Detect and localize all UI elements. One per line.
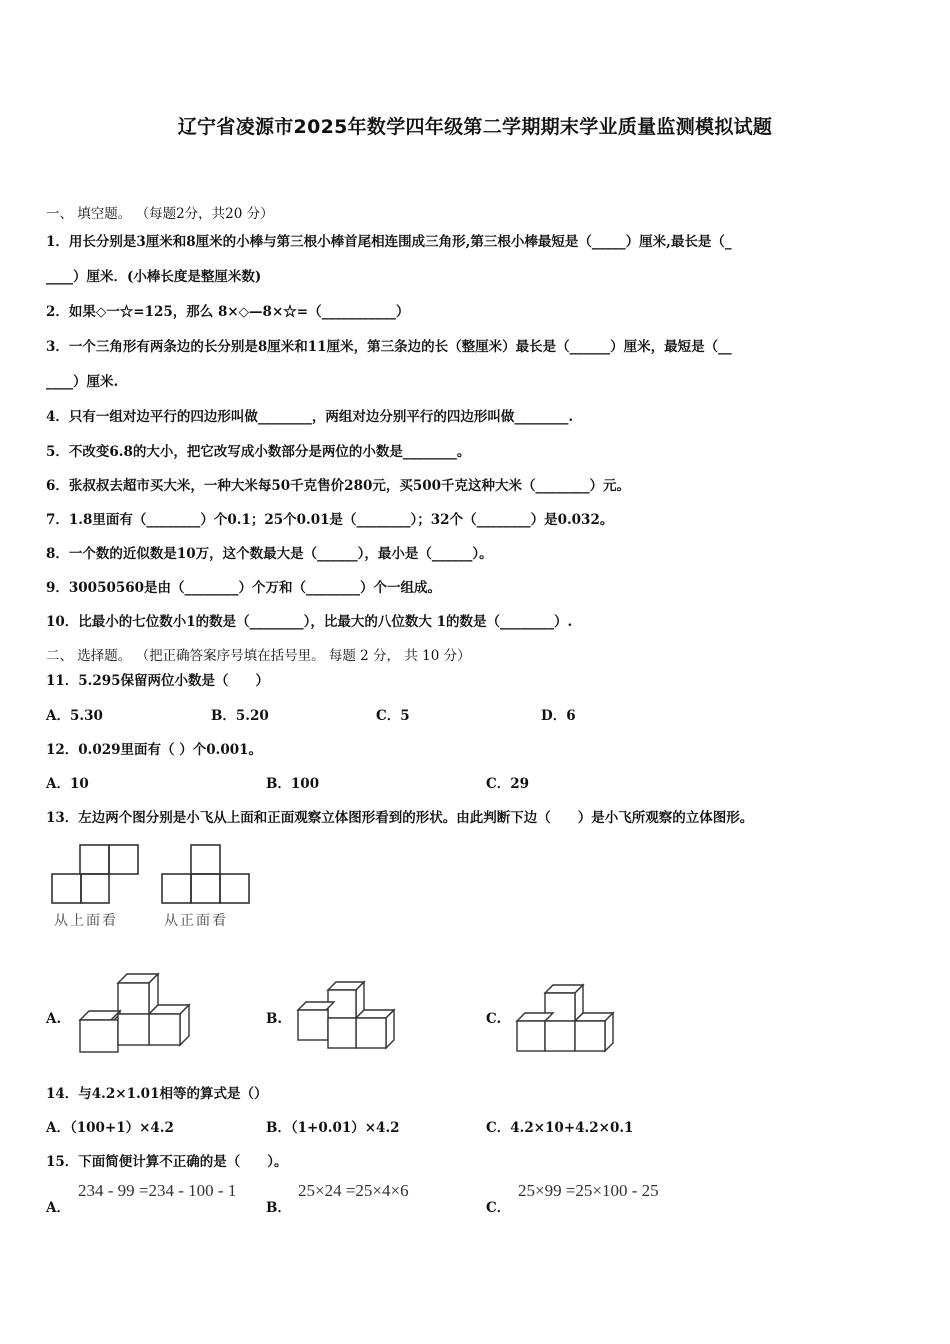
- q12-option-b: B．100: [266, 776, 320, 792]
- question-3-line-2: ____）厘米.: [46, 374, 119, 390]
- q15-option-c: C．: [486, 1200, 511, 1216]
- q13-solid-a: [76, 970, 191, 1055]
- question-11: 11．5.295保留两位小数是（ ）: [46, 673, 270, 689]
- q13-option-b: B.: [266, 1011, 283, 1027]
- front-view-caption: 从正面看: [164, 913, 228, 929]
- q14-option-b: B．（1+0.01）×4.2: [266, 1120, 400, 1136]
- q13-solid-b: [296, 978, 400, 1052]
- question-13: 13．左边两个图分别是小飞从上面和正面观察立体图形看到的形状。由此判断下边（ ）是小飞所观察的立体图形。: [46, 810, 754, 826]
- question-1-line-1: 1．用长分别是3厘米和8厘米的小棒与第三根小棒首尾相连围成三角形,第三根小棒最短是（_____）厘米,最长是（_: [46, 234, 732, 250]
- q15-formula-c: 25×99 =25×100 - 25: [518, 1181, 659, 1200]
- q13-solid-c: [515, 981, 619, 1055]
- q11-option-d: D．6: [541, 708, 576, 724]
- question-8: 8．一个数的近似数是10万，这个数最大是（______），最小是（______）。: [46, 546, 493, 562]
- question-15: 15．下面简便计算不正确的是（ ）。: [46, 1154, 288, 1170]
- question-4: 4．只有一组对边平行的四边形叫做________，两组对边分别平行的四边形叫做________.: [46, 409, 574, 425]
- q13-option-c: C.: [486, 1011, 502, 1027]
- top-view-figure: [50, 843, 142, 907]
- front-view-figure: [160, 843, 252, 907]
- q15-option-a: A．: [46, 1200, 70, 1216]
- section-1-header: 一、 填空题。 （每题2分，共20 分）: [46, 206, 274, 222]
- q13-option-a: A.: [46, 1011, 62, 1027]
- q14-option-c: C．4.2×10+4.2×0.1: [486, 1120, 634, 1136]
- question-3-line-1: 3．一个三角形有两条边的长分别是8厘米和11厘米，第三条边的长（整厘米）最长是（______）厘米，最短是（__: [46, 339, 732, 355]
- q15-option-b: B．: [266, 1200, 291, 1216]
- q12-option-c: C．29: [486, 776, 530, 792]
- question-10: 10．比最小的七位数小1的数是（________），比最大的八位数大 1的数是（________）.: [46, 614, 573, 630]
- question-6: 6．张叔叔去超市买大米，一种大米每50千克售价280元，买500千克这种大米（________）元。: [46, 478, 631, 494]
- question-2: 2．如果◇一☆=125，那么 8×◇—8×☆=（___________）: [46, 304, 410, 320]
- question-12: 12．0.029里面有（ ）个0.001。: [46, 742, 263, 758]
- q11-option-a: A．5.30: [46, 708, 103, 724]
- q11-option-b: B．5.20: [211, 708, 269, 724]
- q12-option-a: A．10: [46, 776, 89, 792]
- question-5: 5．不改变6.8的大小，把它改写成小数部分是两位的小数是________。: [46, 444, 471, 460]
- q15-formula-a: 234 - 99 =234 - 100 - 1: [78, 1181, 237, 1200]
- section-2-header: 二、 选择题。 （把正确答案序号填在括号里。 每题 2 分， 共 10 分）: [46, 648, 471, 664]
- question-14: 14．与4.2×1.01相等的算式是（）: [46, 1086, 268, 1102]
- question-7: 7．1.8里面有（________）个0.1；25个0.01是（________）；32个（________）是0.032。: [46, 512, 614, 528]
- q14-option-a: A．（100+1）×4.2: [46, 1120, 174, 1136]
- top-view-caption: 从上面看: [54, 913, 118, 929]
- question-1-line-2: ____）厘米．(小棒长度是整厘米数): [46, 269, 262, 285]
- question-9: 9．30050560是由（________）个万和（________）个一组成。: [46, 580, 442, 596]
- q15-formula-b: 25×24 =25×4×6: [298, 1181, 409, 1200]
- q11-option-c: C．5: [376, 708, 410, 724]
- page-title: 辽宁省凌源市2025年数学四年级第二学期期末学业质量监测模拟试题: [177, 116, 773, 138]
